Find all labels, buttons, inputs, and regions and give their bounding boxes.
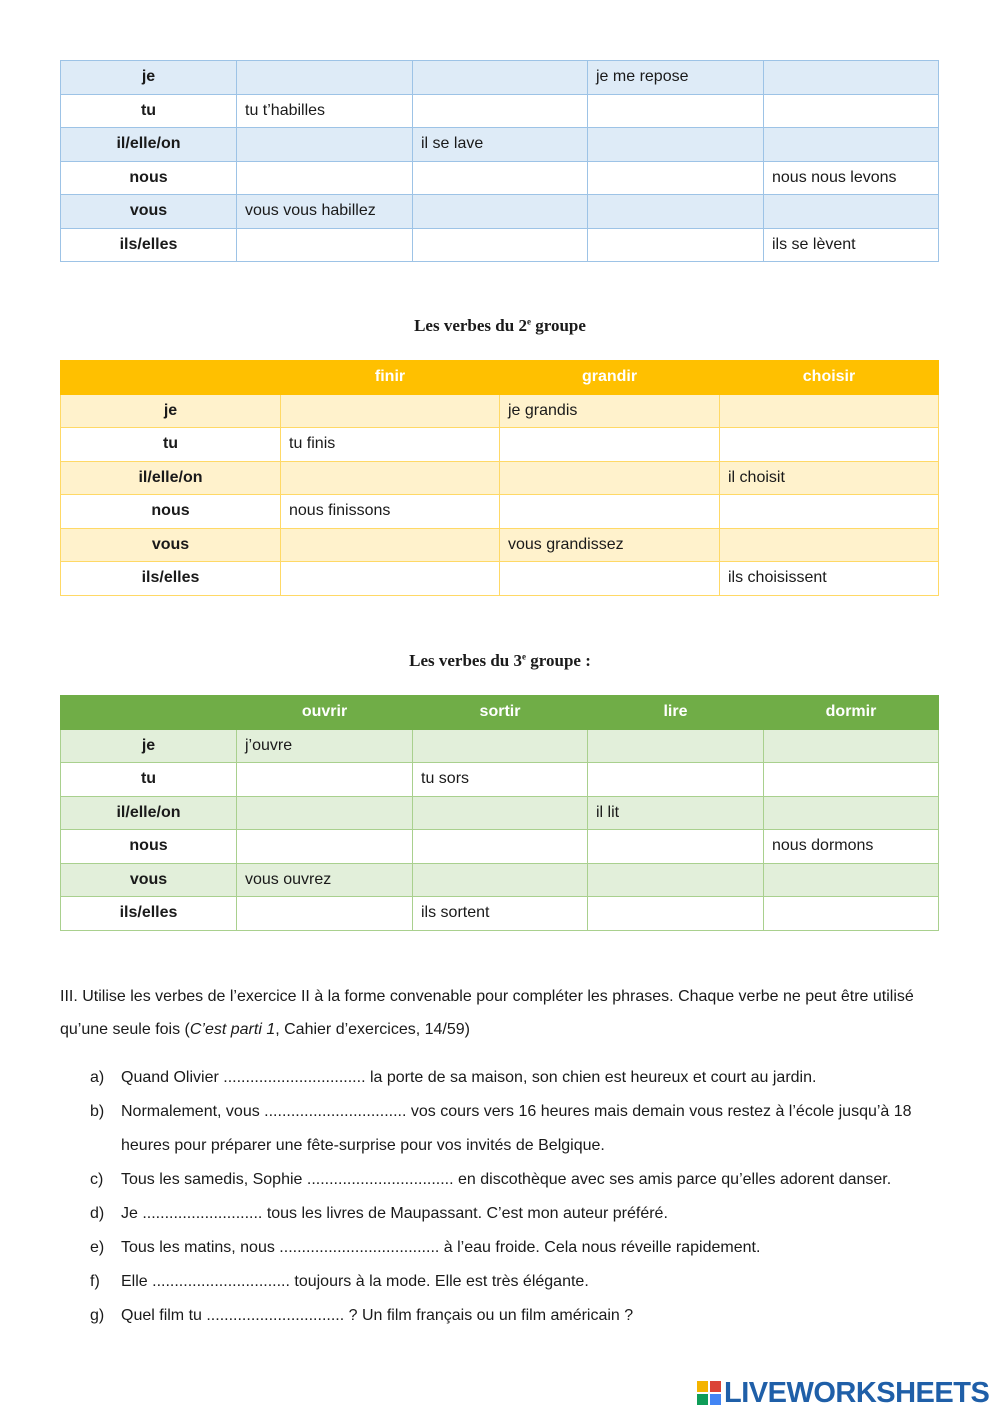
table-row [61, 796, 939, 830]
table-row [61, 195, 939, 229]
list-item [90, 1061, 940, 1095]
liveworksheets-logo[interactable] [697, 1376, 989, 1410]
answer-cell[interactable]: tu finis [281, 428, 500, 462]
answer-cell[interactable] [588, 161, 764, 195]
item-label: b) [90, 1103, 105, 1120]
table-header-row [61, 361, 939, 395]
table-row [61, 94, 939, 128]
list-item [90, 1299, 940, 1333]
answer-cell[interactable] [500, 495, 720, 529]
table-row [61, 61, 939, 95]
answer-cell[interactable] [588, 763, 764, 797]
answer-cell[interactable] [281, 461, 500, 495]
pronoun-cell: vous [61, 195, 237, 229]
answer-cell[interactable] [588, 195, 764, 229]
column-header [61, 696, 237, 730]
answer-cell[interactable] [720, 394, 939, 428]
instructions-source-rest: , Cahier d’exercices, 14/59) [275, 1021, 470, 1038]
answer-cell[interactable] [588, 729, 764, 763]
table-row [61, 729, 939, 763]
answer-cell[interactable] [500, 461, 720, 495]
column-header: choisir [720, 361, 939, 395]
answer-cell[interactable]: nous nous levons [764, 161, 939, 195]
answer-cell[interactable] [413, 863, 588, 897]
list-item [90, 1095, 940, 1163]
answer-cell[interactable]: ils se lèvent [764, 228, 939, 262]
column-header: sortir [413, 696, 588, 730]
column-header: grandir [500, 361, 720, 395]
liveworksheets-logo-icon [697, 1381, 721, 1405]
section-title-text: groupe [530, 316, 586, 335]
column-header: ouvrir [237, 696, 413, 730]
answer-cell[interactable]: il lit [588, 796, 764, 830]
answer-cell[interactable] [237, 763, 413, 797]
answer-cell[interactable]: ils sortent [413, 897, 588, 931]
pronoun-cell: tu [61, 94, 237, 128]
column-header: lire [588, 696, 764, 730]
answer-cell[interactable] [588, 897, 764, 931]
answer-cell[interactable] [764, 128, 939, 162]
answer-cell[interactable]: tu sors [413, 763, 588, 797]
pronoun-cell: je [61, 394, 281, 428]
table-row [61, 394, 939, 428]
answer-cell[interactable] [413, 94, 588, 128]
answer-cell[interactable]: vous grandissez [500, 528, 720, 562]
item-label: e) [90, 1239, 105, 1256]
answer-cell[interactable] [764, 94, 939, 128]
answer-cell[interactable]: il choisit [720, 461, 939, 495]
answer-cell[interactable] [413, 830, 588, 864]
answer-cell[interactable] [764, 729, 939, 763]
answer-cell[interactable] [237, 128, 413, 162]
column-header: dormir [764, 696, 939, 730]
answer-cell[interactable] [237, 830, 413, 864]
answer-cell[interactable] [588, 128, 764, 162]
table-group-2-verbs [60, 360, 939, 596]
answer-cell[interactable] [237, 897, 413, 931]
pronoun-cell: je [61, 729, 237, 763]
table-group-3-verbs [60, 695, 939, 931]
pronoun-cell: tu [61, 428, 281, 462]
answer-cell[interactable] [281, 562, 500, 596]
pronoun-cell: vous [61, 863, 237, 897]
exercise-instructions [60, 980, 940, 1046]
answer-cell[interactable]: nous finissons [281, 495, 500, 529]
column-header: finir [281, 361, 500, 395]
answer-cell[interactable]: je grandis [500, 394, 720, 428]
pronoun-cell: il/elle/on [61, 128, 237, 162]
item-sentence[interactable]: Tous les samedis, Sophie ................................. en discothèque avec ses amis parce qu’elles adorent danser. [121, 1171, 892, 1188]
answer-cell[interactable]: il se lave [413, 128, 588, 162]
item-label: c) [90, 1171, 104, 1188]
answer-cell[interactable] [764, 863, 939, 897]
answer-cell[interactable] [764, 195, 939, 229]
table-row [61, 897, 939, 931]
pronoun-cell: je [61, 61, 237, 95]
answer-cell[interactable] [281, 394, 500, 428]
item-sentence[interactable]: Quel film tu ............................... ? Un film français ou un film américain ? [121, 1307, 634, 1324]
item-sentence[interactable]: Tous les matins, nous .................................... à l’eau froide. Cela nous réveille rapidement. [121, 1239, 761, 1256]
answer-cell[interactable] [500, 428, 720, 462]
pronoun-cell: nous [61, 161, 237, 195]
item-label: g) [90, 1307, 105, 1324]
answer-cell[interactable]: tu t’habilles [237, 94, 413, 128]
table-row [61, 528, 939, 562]
table-row [61, 461, 939, 495]
instructions-text: III. Utilise les verbes de l’exercice II à la forme convenable pour compléter les phrases. Chaque verbe ne peut être utilisé qu’une seule fois ( [60, 988, 914, 1038]
pronoun-cell: nous [61, 495, 281, 529]
table-row [61, 495, 939, 529]
table-reflexive-verbs [60, 60, 939, 262]
table-row [61, 128, 939, 162]
answer-cell[interactable]: vous ouvrez [237, 863, 413, 897]
pronoun-cell: il/elle/on [61, 796, 237, 830]
pronoun-cell: nous [61, 830, 237, 864]
section-title-text: Les verbes du 3 [409, 651, 522, 670]
list-item [90, 1231, 940, 1265]
answer-cell[interactable] [588, 228, 764, 262]
answer-cell[interactable] [720, 428, 939, 462]
section-title-sup: e [522, 651, 526, 662]
section-title-group-2 [0, 316, 1000, 336]
instructions-source-title: C’est parti 1 [189, 1021, 276, 1038]
table-row [61, 830, 939, 864]
item-sentence[interactable]: Normalement, vous ................................ vos cours vers 16 heures mais demain vous restez à l’école jusqu’à 18 heures pour préparer une fête-surprise pour vos invités de Belgique. [121, 1103, 912, 1154]
exercise-list [90, 1061, 940, 1333]
answer-cell[interactable] [413, 161, 588, 195]
answer-cell[interactable]: vous vous habillez [237, 195, 413, 229]
item-sentence[interactable]: Elle ............................... toujours à la mode. Elle est très élégante. [121, 1273, 589, 1290]
answer-cell[interactable] [764, 796, 939, 830]
section-title-sup: e [526, 316, 531, 327]
answer-cell[interactable] [413, 729, 588, 763]
pronoun-cell: ils/elles [61, 228, 237, 262]
table-row [61, 863, 939, 897]
answer-cell[interactable] [720, 495, 939, 529]
logo-text: LIVEWORKSHEETS [724, 1376, 990, 1409]
table-row [61, 161, 939, 195]
answer-cell[interactable] [237, 61, 413, 95]
answer-cell[interactable] [237, 161, 413, 195]
answer-cell[interactable] [237, 796, 413, 830]
table-row [61, 562, 939, 596]
section-title-text: groupe : [526, 651, 591, 670]
list-item [90, 1163, 940, 1197]
table-row [61, 763, 939, 797]
column-header [61, 361, 281, 395]
answer-cell[interactable] [413, 195, 588, 229]
answer-cell[interactable]: j’ouvre [237, 729, 413, 763]
answer-cell[interactable] [588, 830, 764, 864]
pronoun-cell: ils/elles [61, 562, 281, 596]
pronoun-cell: vous [61, 528, 281, 562]
answer-cell[interactable] [281, 528, 500, 562]
answer-cell[interactable]: je me repose [588, 61, 764, 95]
answer-cell[interactable] [588, 94, 764, 128]
table-row [61, 228, 939, 262]
table-header-row [61, 696, 939, 730]
table-row [61, 428, 939, 462]
answer-cell[interactable] [764, 763, 939, 797]
answer-cell[interactable] [413, 796, 588, 830]
pronoun-cell: il/elle/on [61, 461, 281, 495]
pronoun-cell: ils/elles [61, 897, 237, 931]
item-sentence[interactable]: Je ........................... tous les livres de Maupassant. C’est mon auteur préféré. [121, 1205, 668, 1222]
answer-cell[interactable] [237, 228, 413, 262]
item-label: f) [90, 1273, 100, 1290]
list-item [90, 1265, 940, 1299]
item-sentence[interactable]: Quand Olivier ................................ la porte de sa maison, son chien est heureux et court au jardin. [121, 1069, 817, 1086]
answer-cell[interactable] [413, 228, 588, 262]
pronoun-cell: tu [61, 763, 237, 797]
answer-cell[interactable] [588, 863, 764, 897]
answer-cell[interactable] [500, 562, 720, 596]
section-title-group-3 [0, 651, 1000, 671]
section-title-text: Les verbes du 2 [414, 316, 527, 335]
item-label: d) [90, 1205, 105, 1222]
answer-cell[interactable]: ils choisissent [720, 562, 939, 596]
item-label: a) [90, 1069, 105, 1086]
answer-cell[interactable] [413, 61, 588, 95]
answer-cell[interactable]: nous dormons [764, 830, 939, 864]
list-item [90, 1197, 940, 1231]
answer-cell[interactable] [764, 897, 939, 931]
answer-cell[interactable] [720, 528, 939, 562]
answer-cell[interactable] [764, 61, 939, 95]
